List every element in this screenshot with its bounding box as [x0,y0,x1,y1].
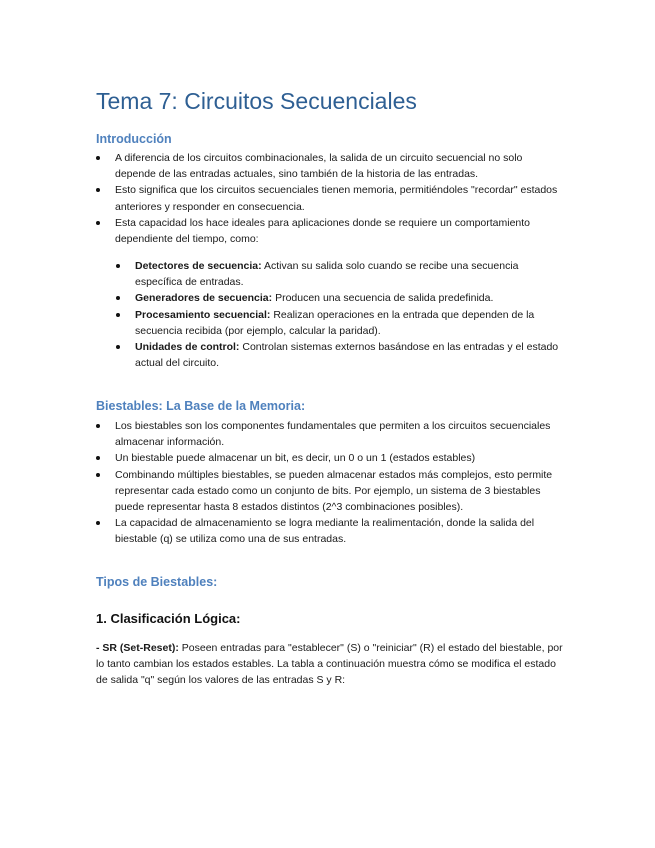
biestables-bullet-4: La capacidad de almacenamiento se logra mediante la realimentación, donde la salida del biestable (q) se utiliza como una de sus entradas. [115,515,565,547]
sub-bullet-unidades [135,339,560,371]
intro-heading: Introducción [96,132,172,146]
biestables-heading: Biestables: La Base de la Memoria: [96,399,306,413]
sr-paragraph [96,640,566,689]
biestables-bullet-2: Un biestable puede almacenar un bit, es decir, un 0 o un 1 (estados estables) [115,450,565,466]
sr-text: Poseen entradas para "establecer" (S) o "reiniciar" (R) el estado del biestable, por lo tanto cambian los estados estables. La tabla a continuación muestra cómo se modifica el estado de salida "q" según los valores de las entradas S y R: [96,642,563,687]
sub-bullet-term: Generadores de secuencia: [135,292,273,305]
sub-bullet-generadores [135,290,560,306]
tipos-heading: Tipos de Biestables: [96,575,218,589]
sub-bullet-term: Detectores de secuencia: [135,260,262,272]
clasificacion-heading: 1. Clasificación Lógica: [96,611,241,626]
sub-bullet-text: Activan su salida solo cuando se recibe una secuencia específica de entradas. [135,260,519,289]
intro-bullet-1: A diferencia de los circuitos combinacionales, la salida de un circuito secuencial no solo depende de las entradas actuales, sino también de la historia de las entradas. [115,150,565,182]
page-title: Tema 7: Circuitos Secuenciales [96,88,417,114]
sub-bullet-text: Controlan sistemas externos basándose en las entradas y el estado actual del circuito. [135,341,559,370]
intro-bullet-list [115,150,565,247]
biestables-bullet-1: Los biestables son los componentes fundamentales que permiten a los circuitos secuenciales almacenar información. [115,418,565,450]
biestables-bullet-3: Combinando múltiples biestables, se pueden almacenar estados más complejos, esto permite representar cada estado como un conjunto de bits. Por ejemplo, un sistema de 3 biestables puede representar hasta 8 estados distintos (2^3 combinaciones posibles). [115,467,565,516]
intro-bullet-2: Esto significa que los circuitos secuenciales tienen memoria, permitiéndoles "recordar" estados anteriores y responder en consecuencia. [115,182,565,214]
intro-sub-bullet-list [135,258,560,371]
intro-bullet-3: Esta capacidad los hace ideales para aplicaciones donde se requiere un comportamiento dependiente del tiempo, como: [115,215,565,247]
sub-bullet-procesamiento [135,307,560,339]
sr-term: - SR (Set-Reset): [96,642,179,654]
sub-bullet-text: Realizan operaciones en la entrada que dependen de la secuencia recibida (por ejemplo, calcular la paridad). [135,308,535,337]
sub-bullet-term: Procesamiento secuencial: [135,308,271,321]
sub-bullet-text: Producen una secuencia de salida predefinida. [272,292,494,305]
sub-bullet-term: Unidades de control: [135,341,240,354]
sub-bullet-detectores [135,258,560,290]
biestables-bullet-list [115,418,565,548]
